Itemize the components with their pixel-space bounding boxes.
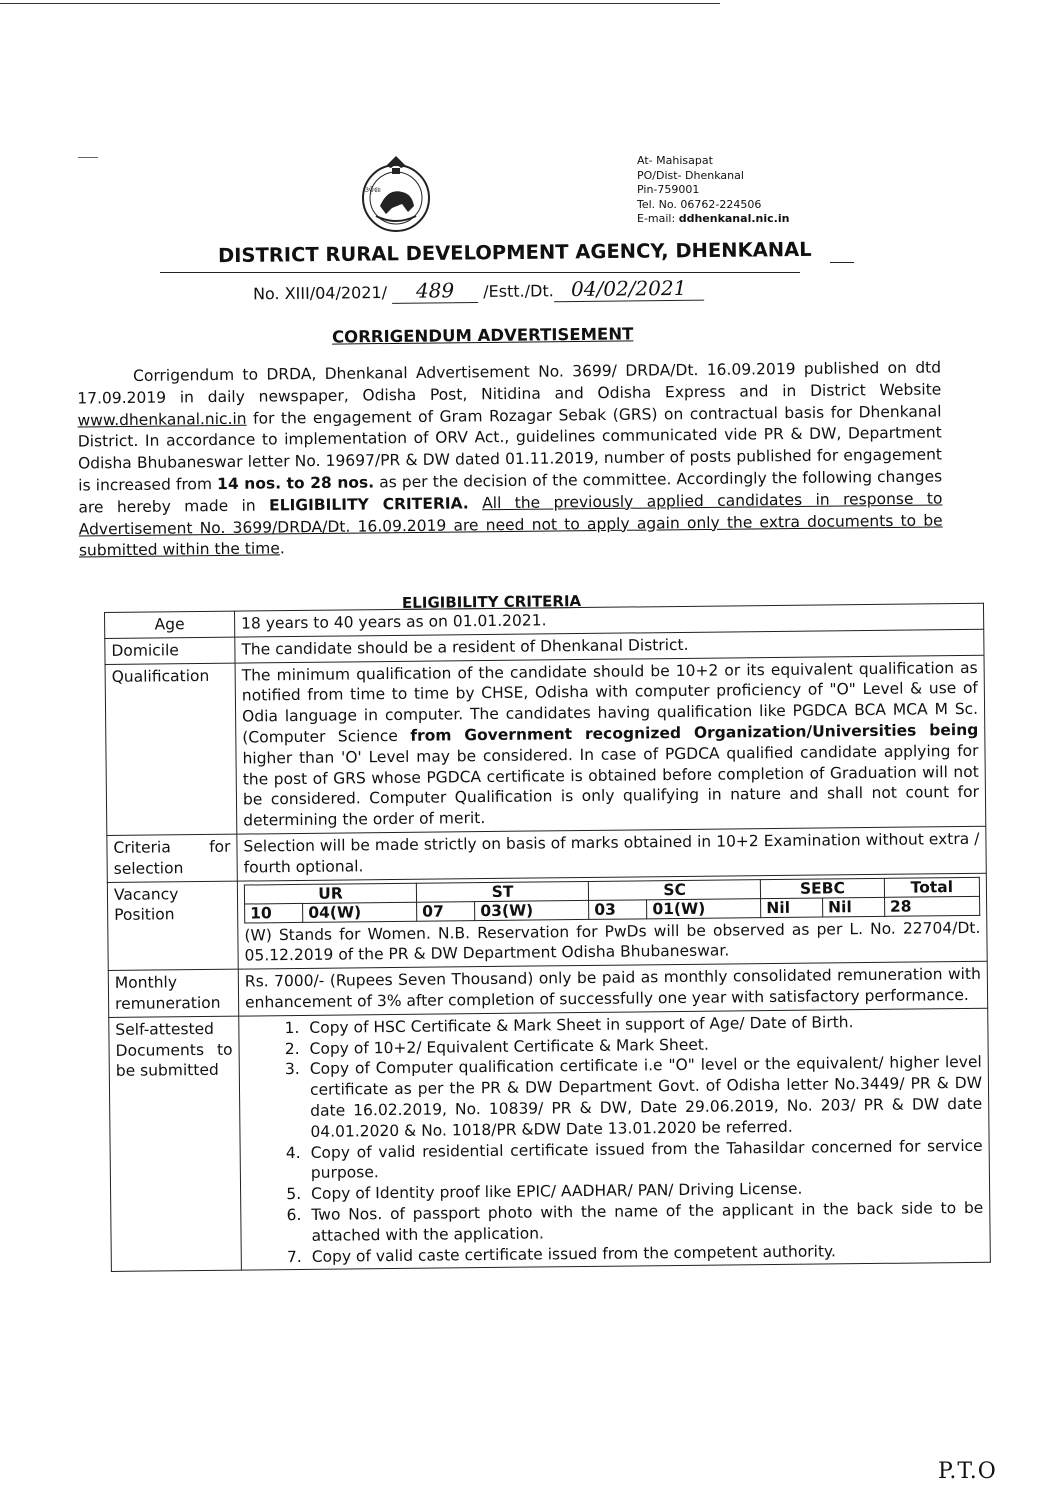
table-row bbox=[105, 655, 986, 836]
margin-mark bbox=[78, 157, 98, 158]
row-value bbox=[239, 1008, 991, 1270]
email-line: E-mail: ddhenkanal.nic.in bbox=[637, 212, 790, 226]
agency-underline-tail bbox=[830, 262, 854, 263]
please-turn-over: P.T.O bbox=[938, 1459, 997, 1484]
row-value: The candidate should be a resident of Dhenkanal District. bbox=[235, 629, 984, 663]
eligibility-table bbox=[104, 603, 991, 1272]
row-label: Qualification bbox=[105, 663, 237, 836]
vacancy-cell: 01(W) bbox=[647, 898, 761, 918]
eligibility-heading: ELIGIBILITY CRITERIA bbox=[401, 592, 582, 612]
agency-name: DISTRICT RURAL DEVELOPMENT AGENCY, DHENKANAL bbox=[217, 237, 812, 268]
vacancy-header: SC bbox=[588, 879, 760, 900]
address-line: Pin-759001 bbox=[637, 183, 700, 197]
corrigendum-paragraph: Corrigendum to DRDA, Dhenkanal Advertisement No. 3699/ DRDA/Dt. 16.09.2019 published on dtd 17.09.2019 in daily newspaper, Odisha Post, Nitidina and Odisha Express and in District Website www.dhenkanal.nic.in for the engagement of Gram Rozagar Sebak (GRS) on contractual basis for Dhenkanal District. In accordance to implementation of ORV Act., guidelines communicated vide PR & DW, Department Odisha Bhubaneswar letter No. 19697/PR & DW dated 01.11.2019, number of posts published for engagement is increased from 14 nos. to 28 nos. as per the decision of the committee. Accordingly the following changes are hereby made in ELIGIBILITY CRITERIA. All the previously applied candidates in response to Advertisement No. 3699/DRDA/Dt. 16.09.2019 are need not to apply again only the extra documents to be submitted within the time. bbox=[77, 358, 943, 560]
row-label: Criteria for selection bbox=[107, 834, 237, 882]
reapply-note: All the previously applied candidates in response to Advertisement No. 3699/DRDA/Dt. 16.09.2019 are need not to apply again only the extra documents to be submitted within the time bbox=[78, 489, 943, 560]
vacancy-cell: 10 bbox=[245, 903, 303, 923]
vacancy-cell: 04(W) bbox=[303, 902, 417, 922]
office-address bbox=[637, 154, 789, 227]
handwritten-letter-number: 489 bbox=[392, 278, 478, 304]
row-label: Domicile bbox=[105, 637, 235, 664]
table-row bbox=[109, 1008, 991, 1272]
row-value bbox=[237, 873, 987, 969]
list-item: 1. Copy of HSC Certificate & Mark Sheet in support of Age/ Date of Birth. bbox=[284, 1012, 854, 1037]
vacancy-header: ST bbox=[416, 881, 588, 902]
handwritten-date: 04/02/2021 bbox=[554, 276, 704, 303]
row-label: Age bbox=[105, 611, 235, 638]
row-value: Selection will be made strictly on basis of marks obtained in 10+2 Examination without extra / fourth optional. bbox=[237, 826, 986, 880]
address-line: PO/Dist- Dhenkanal bbox=[637, 168, 744, 182]
vacancy-cell: Nil bbox=[761, 898, 823, 918]
list-item: 6. Two Nos. of passport photo with the name of the applicant in the back side to be attached with the application. bbox=[286, 1198, 984, 1245]
reference-number: No. XIII/04/2021/ 489 /Estt./Dt. 04/02/2021 bbox=[253, 276, 704, 306]
odisha-emblem-seal bbox=[346, 152, 446, 234]
address-line: Tel. No. 06762-224506 bbox=[637, 197, 762, 211]
list-item: 3. Copy of Computer qualification certificate i.e "O" level or the equivalent/ higher level certificate as per the PR & DW Department Govt. of Odisha letter No.3449/ PR & DW date 16.02.2019, No. 10839/ PR & DW, Date 29.06.2019, No. 203/ PR & DW date 04.01.2020 & No. 1018/PR &DW Date 13.01.2020 be referred. bbox=[284, 1053, 983, 1141]
vacancy-cell: 28 bbox=[884, 896, 979, 916]
vacancy-note: (W) Stands for Women. N.B. Reservation for PwDs will be observed as per L. No. 22704/Dt. 05.12.2019 of the PR & DW Department Odisha Bhubaneswar. bbox=[244, 918, 981, 965]
list-item: 5. Copy of Identity proof like EPIC/ AADHAR/ PAN/ Driving License. bbox=[286, 1179, 803, 1204]
row-value: The minimum qualification of the candidate should be 10+2 or its equivalent qualification as notified from time to time by CHSE, Odisha with computer proficiency of "O" Level & use of Odia language in computer. The candidates having qualification like PGDCA BCA MCA M Sc. (Computer Science from Government recognized Organization/Universities being higher than 'O' Level may be considered. In case of PGDCA qualified candidate applying for the post of GRS whose PGDCA certificate is obtained before completion of Graduation will not be considered. Computer Qualification is only qualifying in nature and shall not count for determining the order of merit. bbox=[235, 655, 986, 834]
row-label: Vacancy Position bbox=[107, 881, 238, 971]
list-item: 7. Copy of valid caste certificate issued from the competent authority. bbox=[286, 1241, 836, 1266]
row-label: Self-attested Documents to be submitted bbox=[109, 1016, 242, 1272]
list-item: 4. Copy of valid residential certificate issued from the Tahasildar concerned for service purpose. bbox=[285, 1136, 983, 1183]
address-line: At- Mahisapat bbox=[637, 154, 713, 167]
vacancy-cell: 07 bbox=[417, 901, 475, 921]
row-value: Rs. 7000/- (Rupees Seven Thousand) only be paid as monthly consolidated remuneration with enhancement of 3% after completion of successfully one year with satisfactory performance. bbox=[238, 961, 987, 1015]
website-link: www.dhenkanal.nic.in bbox=[77, 409, 247, 430]
vacancy-header: Total bbox=[884, 877, 979, 897]
vacancy-header: SEBC bbox=[761, 878, 885, 898]
list-item: 2. Copy of 10+2/ Equivalent Certificate & Mark Sheet. bbox=[284, 1035, 709, 1058]
row-value: 18 years to 40 years as on 01.01.2021. bbox=[234, 603, 983, 637]
vacancy-table bbox=[244, 876, 980, 923]
email-address: ddhenkanal.nic.in bbox=[678, 212, 790, 226]
vacancy-header: UR bbox=[244, 883, 416, 904]
top-rule bbox=[0, 3, 720, 4]
table-row bbox=[107, 873, 987, 971]
vacancy-cell: 03(W) bbox=[475, 900, 589, 920]
vacancy-cell: 03 bbox=[589, 899, 647, 919]
vacancy-cell: Nil bbox=[823, 897, 885, 917]
row-label: Monthly remuneration bbox=[108, 969, 238, 1017]
agency-underline bbox=[160, 272, 800, 273]
document-title: CORRIGENDUM ADVERTISEMENT bbox=[331, 324, 634, 347]
svg-text:ଓଡ଼ିଶା: ଓଡ଼ିଶା bbox=[364, 186, 381, 194]
documents-list bbox=[245, 1011, 984, 1268]
